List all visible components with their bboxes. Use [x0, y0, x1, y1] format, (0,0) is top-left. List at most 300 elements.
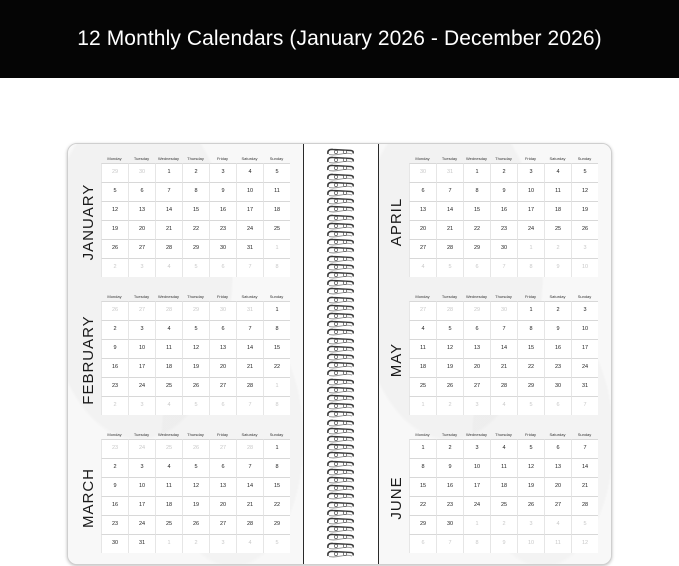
spiral-ring-icon	[325, 369, 355, 377]
day-cell[interactable]: 4	[155, 458, 182, 477]
day-cell[interactable]: 17	[463, 477, 490, 496]
day-cell[interactable]: 9	[101, 339, 128, 358]
day-cell[interactable]: 7	[236, 258, 263, 277]
day-cell[interactable]: 28	[571, 496, 598, 515]
day-cell[interactable]: 20	[463, 358, 490, 377]
month-name: JANUARY	[80, 183, 97, 261]
day-cell[interactable]: 25	[155, 515, 182, 534]
weekday-label: Thursday	[495, 432, 512, 437]
day-cell[interactable]: 19	[182, 496, 209, 515]
day-cell[interactable]: 8	[463, 182, 490, 201]
day-cell[interactable]: 16	[101, 496, 128, 515]
day-cell[interactable]: 26	[182, 377, 209, 396]
day-cell[interactable]: 6	[544, 439, 571, 458]
day-cell[interactable]: 21	[436, 220, 463, 239]
day-cell[interactable]: 25	[544, 220, 571, 239]
day-cell[interactable]: 19	[436, 358, 463, 377]
month-name: FEBRUARY	[80, 315, 97, 405]
day-cell[interactable]: 1	[409, 439, 436, 458]
day-cell[interactable]: 2	[436, 396, 463, 415]
weekday-label: Tuesday	[441, 294, 458, 299]
day-cell[interactable]: 10	[517, 534, 544, 553]
day-cell[interactable]: 13	[544, 458, 571, 477]
day-cell[interactable]: 3	[209, 534, 236, 553]
day-cell[interactable]: 29	[182, 239, 209, 258]
day-cell[interactable]: 12	[571, 182, 598, 201]
day-cell[interactable]: 23	[101, 439, 128, 458]
day-cell[interactable]: 6	[463, 258, 490, 277]
day-cell[interactable]: 15	[263, 477, 290, 496]
day-cell[interactable]: 28	[490, 377, 517, 396]
day-cell[interactable]: 30	[409, 163, 436, 182]
day-cell[interactable]: 4	[155, 320, 182, 339]
day-cell[interactable]: 23	[101, 377, 128, 396]
day-cell[interactable]: 6	[544, 396, 571, 415]
day-cell[interactable]: 8	[263, 458, 290, 477]
day-cell[interactable]: 1	[517, 239, 544, 258]
day-cell[interactable]: 15	[517, 339, 544, 358]
day-cell[interactable]: 11	[490, 458, 517, 477]
day-cell[interactable]: 1	[155, 534, 182, 553]
day-cell[interactable]: 2	[101, 258, 128, 277]
day-cell[interactable]: 27	[209, 377, 236, 396]
day-cell[interactable]: 25	[155, 377, 182, 396]
day-cell[interactable]: 3	[128, 258, 155, 277]
weekday-label: Thursday	[187, 156, 204, 161]
day-cell[interactable]: 13	[463, 339, 490, 358]
day-cell[interactable]: 2	[182, 534, 209, 553]
day-cell[interactable]: 26	[182, 515, 209, 534]
day-cell[interactable]: 30	[128, 163, 155, 182]
day-cell[interactable]: 3	[463, 396, 490, 415]
day-cell[interactable]: 27	[463, 377, 490, 396]
day-cell[interactable]: 17	[236, 201, 263, 220]
day-cell[interactable]: 1	[463, 515, 490, 534]
day-cell[interactable]: 26	[182, 439, 209, 458]
day-cell[interactable]: 19	[182, 358, 209, 377]
day-cell[interactable]: 26	[517, 496, 544, 515]
day-cell[interactable]: 12	[101, 201, 128, 220]
day-cell[interactable]: 28	[436, 301, 463, 320]
month-name: APRIL	[388, 197, 405, 247]
day-cell[interactable]: 4	[155, 258, 182, 277]
day-cell[interactable]: 6	[209, 258, 236, 277]
day-cell[interactable]: 9	[436, 458, 463, 477]
day-cell[interactable]: 5	[182, 458, 209, 477]
day-cell[interactable]: 21	[155, 220, 182, 239]
weekday-label: Tuesday	[133, 156, 150, 161]
day-cell[interactable]: 27	[544, 496, 571, 515]
day-cell[interactable]: 31	[128, 534, 155, 553]
day-cell[interactable]: 18	[155, 358, 182, 377]
day-cell[interactable]: 30	[209, 301, 236, 320]
spiral-ring-icon	[325, 476, 355, 484]
day-cell[interactable]: 13	[209, 339, 236, 358]
day-cell[interactable]: 8	[263, 320, 290, 339]
day-cell[interactable]: 27	[209, 515, 236, 534]
day-cell[interactable]: 7	[571, 439, 598, 458]
day-cell[interactable]: 1	[263, 439, 290, 458]
day-cell[interactable]: 20	[209, 358, 236, 377]
day-cell[interactable]: 5	[571, 163, 598, 182]
day-cell[interactable]: 31	[571, 377, 598, 396]
day-cell[interactable]: 28	[155, 301, 182, 320]
day-cell[interactable]: 24	[463, 496, 490, 515]
day-cell[interactable]: 19	[517, 477, 544, 496]
day-cell[interactable]: 8	[463, 534, 490, 553]
spiral-ring-icon	[325, 189, 355, 197]
day-cell[interactable]: 29	[263, 515, 290, 534]
day-cell[interactable]: 30	[209, 239, 236, 258]
day-cell[interactable]: 2	[436, 439, 463, 458]
day-cell[interactable]: 5	[263, 163, 290, 182]
day-cell[interactable]: 24	[517, 220, 544, 239]
day-cell[interactable]: 30	[436, 515, 463, 534]
day-cell[interactable]: 11	[409, 339, 436, 358]
spiral-ring-icon	[325, 443, 355, 451]
day-cell[interactable]: 14	[571, 458, 598, 477]
day-cell[interactable]: 5	[436, 258, 463, 277]
day-cell[interactable]: 26	[436, 377, 463, 396]
day-cell[interactable]: 15	[263, 339, 290, 358]
day-cell[interactable]: 18	[155, 496, 182, 515]
spiral-ring-icon	[325, 361, 355, 369]
day-cell[interactable]: 29	[463, 301, 490, 320]
spiral-ring-icon	[325, 164, 355, 172]
day-cell[interactable]: 1	[155, 163, 182, 182]
day-cell[interactable]: 1	[409, 396, 436, 415]
day-cell[interactable]: 23	[101, 515, 128, 534]
spiral-ring-icon	[325, 173, 355, 181]
day-cell[interactable]: 29	[409, 515, 436, 534]
day-cell[interactable]: 15	[463, 201, 490, 220]
weekday-label: Thursday	[187, 432, 204, 437]
day-cell[interactable]: 31	[236, 301, 263, 320]
day-cell[interactable]: 8	[517, 320, 544, 339]
day-cell[interactable]: 26	[101, 301, 128, 320]
day-cell[interactable]: 19	[571, 201, 598, 220]
day-cell[interactable]: 14	[436, 201, 463, 220]
day-cell[interactable]: 2	[490, 163, 517, 182]
day-cell[interactable]: 23	[490, 220, 517, 239]
day-cell[interactable]: 22	[182, 220, 209, 239]
spiral-ring-icon	[325, 410, 355, 418]
day-cell[interactable]: 30	[101, 534, 128, 553]
day-cell[interactable]: 14	[490, 339, 517, 358]
day-cell[interactable]: 2	[101, 396, 128, 415]
weekday-label: Sunday	[577, 432, 592, 437]
day-cell[interactable]: 5	[436, 320, 463, 339]
month-block-june	[379, 430, 612, 565]
day-cell[interactable]: 5	[571, 515, 598, 534]
weekday-label: Tuesday	[133, 432, 150, 437]
day-cell[interactable]: 9	[490, 534, 517, 553]
day-cell[interactable]: 7	[236, 320, 263, 339]
day-cell[interactable]: 21	[236, 358, 263, 377]
day-cell[interactable]: 24	[128, 515, 155, 534]
day-cell[interactable]: 7	[490, 320, 517, 339]
day-cell[interactable]: 7	[490, 258, 517, 277]
day-cell[interactable]: 4	[236, 534, 263, 553]
spiral-ring-icon	[325, 386, 355, 394]
day-cell[interactable]: 3	[209, 163, 236, 182]
day-cell[interactable]: 24	[571, 358, 598, 377]
day-cell[interactable]: 9	[101, 477, 128, 496]
day-cell[interactable]: 4	[490, 396, 517, 415]
day-cell[interactable]: 10	[517, 182, 544, 201]
day-cell[interactable]: 10	[571, 258, 598, 277]
day-cell[interactable]: 27	[128, 239, 155, 258]
month-block-january	[68, 154, 303, 289]
day-cell[interactable]: 30	[490, 301, 517, 320]
day-cell[interactable]: 1	[263, 301, 290, 320]
spiral-ring-icon	[325, 378, 355, 386]
day-cell[interactable]: 21	[571, 477, 598, 496]
day-cell[interactable]: 8	[517, 258, 544, 277]
day-cell[interactable]: 6	[409, 534, 436, 553]
weekday-label: Thursday	[187, 294, 204, 299]
day-cell[interactable]: 6	[209, 458, 236, 477]
day-cell[interactable]: 9	[544, 320, 571, 339]
day-cell[interactable]: 27	[209, 439, 236, 458]
weekday-label: Tuesday	[441, 432, 458, 437]
day-cell[interactable]: 23	[209, 220, 236, 239]
day-cell[interactable]: 20	[409, 220, 436, 239]
weekday-label: Saturday	[241, 432, 258, 437]
day-cell[interactable]: 22	[409, 496, 436, 515]
day-cell[interactable]: 10	[128, 477, 155, 496]
day-cell[interactable]: 12	[182, 339, 209, 358]
day-cell[interactable]: 16	[436, 477, 463, 496]
day-cell[interactable]: 14	[155, 201, 182, 220]
day-cell[interactable]: 18	[544, 201, 571, 220]
day-cell[interactable]: 3	[128, 396, 155, 415]
day-cell[interactable]: 24	[128, 439, 155, 458]
day-cell[interactable]: 27	[409, 301, 436, 320]
day-cell[interactable]: 10	[236, 182, 263, 201]
day-cell[interactable]: 7	[571, 396, 598, 415]
day-cell[interactable]: 10	[128, 339, 155, 358]
day-cell[interactable]: 2	[101, 458, 128, 477]
day-cell[interactable]: 4	[409, 258, 436, 277]
spiral-ring-icon	[325, 542, 355, 550]
day-cell[interactable]: 5	[517, 396, 544, 415]
day-cell[interactable]: 21	[490, 358, 517, 377]
day-cell[interactable]: 9	[490, 182, 517, 201]
day-cell[interactable]: 31	[236, 239, 263, 258]
weekday-label: Wednesday	[465, 156, 488, 161]
day-cell[interactable]: 2	[182, 163, 209, 182]
day-cell[interactable]: 16	[101, 358, 128, 377]
day-cell[interactable]: 27	[128, 301, 155, 320]
day-cell[interactable]: 1	[517, 301, 544, 320]
day-cell[interactable]: 7	[236, 458, 263, 477]
day-cell[interactable]: 11	[155, 477, 182, 496]
day-cell[interactable]: 3	[463, 439, 490, 458]
day-cell[interactable]: 26	[101, 239, 128, 258]
day-cell[interactable]: 13	[409, 201, 436, 220]
day-cell[interactable]: 27	[409, 239, 436, 258]
day-cell[interactable]: 3	[128, 458, 155, 477]
day-cell[interactable]: 18	[263, 201, 290, 220]
spiral-ring-icon	[325, 304, 355, 312]
day-cell[interactable]: 13	[209, 477, 236, 496]
day-cell[interactable]: 13	[128, 201, 155, 220]
spiral-ring-icon	[325, 279, 355, 287]
day-cell[interactable]: 25	[155, 439, 182, 458]
weekday-label: Friday	[216, 432, 229, 437]
day-cell[interactable]: 5	[517, 439, 544, 458]
day-cell[interactable]: 20	[209, 496, 236, 515]
day-cell[interactable]: 2	[544, 239, 571, 258]
day-cell[interactable]: 6	[209, 320, 236, 339]
day-cell[interactable]: 28	[436, 239, 463, 258]
day-cell[interactable]: 12	[436, 339, 463, 358]
day-cell[interactable]: 9	[544, 258, 571, 277]
spiral-ring-icon	[325, 312, 355, 320]
day-cell[interactable]: 29	[517, 377, 544, 396]
day-cell[interactable]: 22	[263, 496, 290, 515]
day-cell[interactable]: 12	[571, 534, 598, 553]
day-cell[interactable]: 5	[263, 534, 290, 553]
day-cell[interactable]: 4	[236, 163, 263, 182]
day-cell[interactable]: 7	[236, 396, 263, 415]
weekday-label: Wednesday	[465, 294, 488, 299]
day-cell[interactable]: 5	[182, 396, 209, 415]
day-cell[interactable]: 1	[263, 239, 290, 258]
weekday-label: Wednesday	[157, 156, 180, 161]
day-cell[interactable]: 4	[544, 163, 571, 182]
weekday-label: Sunday	[269, 294, 284, 299]
day-cell[interactable]: 19	[101, 220, 128, 239]
day-cell[interactable]: 29	[463, 239, 490, 258]
day-cell[interactable]: 5	[182, 320, 209, 339]
spiral-ring-icon	[325, 460, 355, 468]
day-cell[interactable]: 8	[263, 396, 290, 415]
day-cell[interactable]: 3	[571, 239, 598, 258]
day-cell[interactable]: 4	[544, 515, 571, 534]
day-cell[interactable]: 22	[463, 220, 490, 239]
weekday-label: Wednesday	[157, 432, 180, 437]
day-cell[interactable]: 10	[463, 458, 490, 477]
day-cell[interactable]: 30	[490, 239, 517, 258]
day-cell[interactable]: 3	[128, 320, 155, 339]
day-cell[interactable]: 28	[236, 515, 263, 534]
day-cell[interactable]: 25	[263, 220, 290, 239]
day-cell[interactable]: 22	[263, 358, 290, 377]
day-cell[interactable]: 4	[155, 396, 182, 415]
day-cell[interactable]: 16	[209, 201, 236, 220]
day-cell[interactable]: 8	[182, 182, 209, 201]
day-cell[interactable]: 7	[155, 182, 182, 201]
day-cell[interactable]: 16	[544, 339, 571, 358]
weekday-label: Saturday	[549, 156, 566, 161]
day-cell[interactable]: 4	[409, 320, 436, 339]
day-cell[interactable]: 17	[128, 358, 155, 377]
day-cell[interactable]: 5	[101, 182, 128, 201]
day-cell[interactable]: 1	[463, 163, 490, 182]
day-cell[interactable]: 31	[436, 163, 463, 182]
day-cell[interactable]: 6	[463, 320, 490, 339]
day-cell[interactable]: 28	[236, 439, 263, 458]
day-cell[interactable]: 23	[436, 496, 463, 515]
weekday-label: Friday	[524, 294, 537, 299]
day-cell[interactable]: 2	[544, 301, 571, 320]
day-cell[interactable]: 17	[517, 201, 544, 220]
day-cell[interactable]: 28	[236, 377, 263, 396]
day-cell[interactable]: 5	[182, 258, 209, 277]
day-cell[interactable]: 7	[436, 534, 463, 553]
day-cell[interactable]: 11	[544, 182, 571, 201]
day-cell[interactable]: 24	[236, 220, 263, 239]
day-cell[interactable]: 25	[409, 377, 436, 396]
spiral-ring-icon	[325, 214, 355, 222]
day-cell[interactable]: 17	[571, 339, 598, 358]
day-cell[interactable]: 6	[409, 182, 436, 201]
day-cell[interactable]: 3	[571, 301, 598, 320]
day-cell[interactable]: 12	[182, 477, 209, 496]
day-cell[interactable]: 1	[263, 377, 290, 396]
day-cell[interactable]: 20	[544, 477, 571, 496]
day-cell[interactable]: 3	[517, 163, 544, 182]
day-cell[interactable]: 11	[155, 339, 182, 358]
day-cell[interactable]: 4	[490, 439, 517, 458]
day-cell[interactable]: 15	[409, 477, 436, 496]
day-cell[interactable]: 12	[517, 458, 544, 477]
day-cell[interactable]: 25	[490, 496, 517, 515]
day-cell[interactable]: 28	[155, 239, 182, 258]
day-cell[interactable]: 11	[544, 534, 571, 553]
day-cell[interactable]: 14	[236, 339, 263, 358]
day-cell[interactable]: 18	[490, 477, 517, 496]
spiral-ring-icon	[325, 205, 355, 213]
day-cell[interactable]: 2	[490, 515, 517, 534]
day-cell[interactable]: 2	[101, 320, 128, 339]
day-cell[interactable]: 14	[236, 477, 263, 496]
day-cell[interactable]: 7	[436, 182, 463, 201]
day-cell[interactable]: 6	[128, 182, 155, 201]
day-cell[interactable]: 8	[409, 458, 436, 477]
day-cell[interactable]: 18	[409, 358, 436, 377]
day-cell[interactable]: 15	[182, 201, 209, 220]
calendar-grid	[101, 292, 290, 415]
day-cell[interactable]: 20	[128, 220, 155, 239]
day-cell[interactable]: 10	[571, 320, 598, 339]
day-cell[interactable]: 21	[236, 496, 263, 515]
day-cell[interactable]: 24	[128, 377, 155, 396]
spiral-ring-icon	[325, 296, 355, 304]
day-cell[interactable]: 23	[544, 358, 571, 377]
weekday-label: Friday	[216, 294, 229, 299]
spiral-ring-icon	[325, 427, 355, 435]
spiral-ring-icon	[325, 222, 355, 230]
day-cell[interactable]: 22	[517, 358, 544, 377]
spiral-ring-icon	[325, 402, 355, 410]
day-cell[interactable]: 6	[209, 396, 236, 415]
day-cell[interactable]: 29	[182, 301, 209, 320]
calendar-grid	[409, 154, 598, 277]
day-cell[interactable]: 8	[263, 258, 290, 277]
day-cell[interactable]: 9	[209, 182, 236, 201]
day-cell[interactable]: 26	[571, 220, 598, 239]
day-cell[interactable]: 29	[101, 163, 128, 182]
day-cell[interactable]: 17	[128, 496, 155, 515]
weekday-label: Sunday	[577, 156, 592, 161]
day-cell[interactable]: 16	[490, 201, 517, 220]
day-cell[interactable]: 3	[517, 515, 544, 534]
day-cell[interactable]: 11	[263, 182, 290, 201]
day-cell[interactable]: 30	[544, 377, 571, 396]
